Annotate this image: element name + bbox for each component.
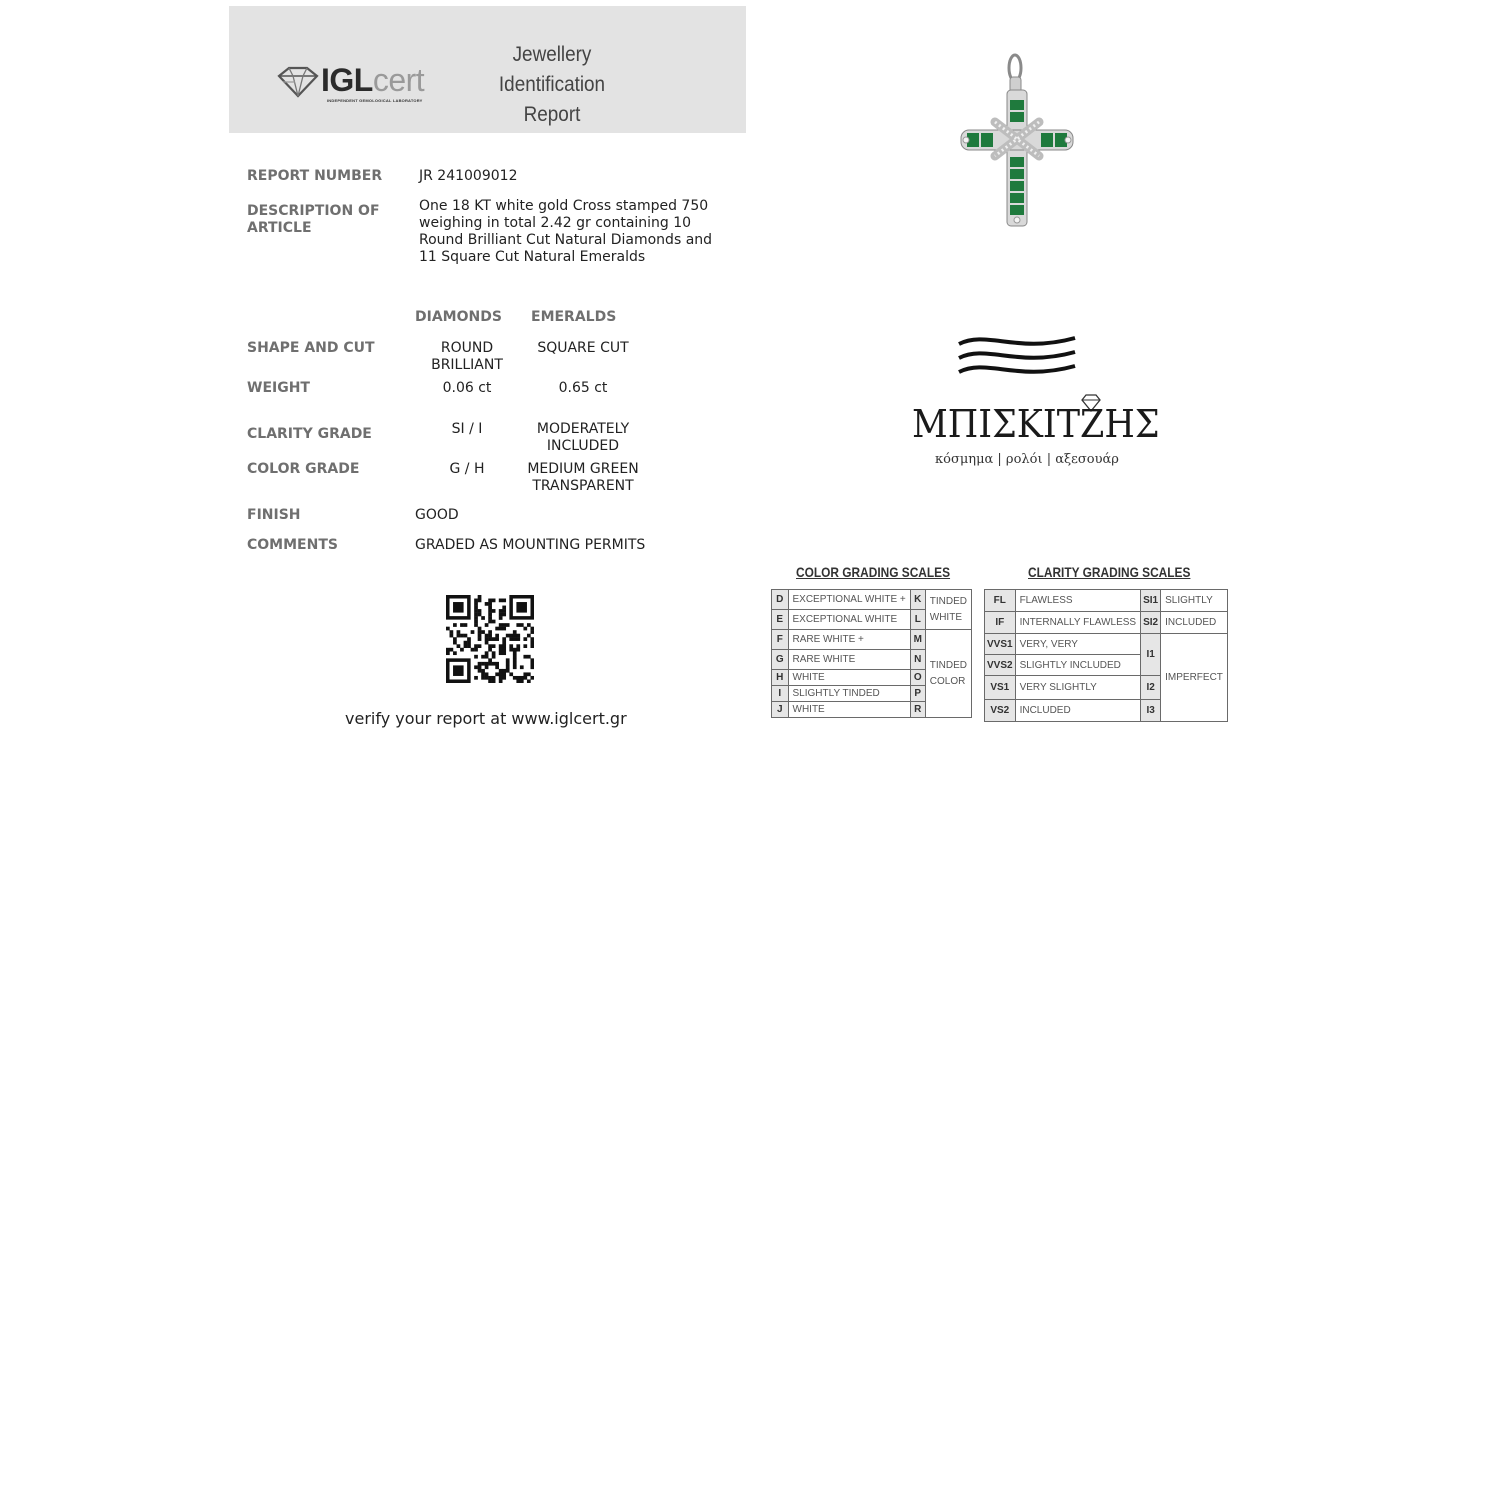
report-title (477, 40, 626, 130)
article-description: One 18 KT white gold Cross stamped 750 weighing in total 2.42 gr containing 10 Round Brilliant Cut Natural Diamonds and 11 Square Cut Natural Emeralds (419, 198, 713, 265)
brand-name: ΜΠΙΣΚΙΤΖΗΣ (912, 402, 1160, 446)
clarity-desc-cell: FLAWLESS (1015, 590, 1141, 612)
brand-logo (905, 330, 1160, 475)
color-grade-cell: F (772, 630, 789, 650)
diamond-weight-value: 0.06 ct (442, 380, 492, 396)
color-scale-title: COLOR GRADING SCALES (796, 564, 951, 580)
verify-link-text[interactable]: verify your report at www.iglcert.gr (345, 709, 627, 728)
color-grade-label: COLOR GRADE (247, 461, 360, 477)
color-grade-cell: I (772, 686, 789, 702)
color-group-tinded-white (925, 590, 971, 630)
clarity-grade-cell: FL (985, 590, 1016, 612)
color-grade-cell: N (910, 650, 925, 670)
color-group-tinded-color (925, 630, 971, 718)
title-line-1: Jewellery (512, 43, 592, 66)
clarity-grading-table (984, 589, 1228, 722)
color-desc-cell: WHITE (788, 702, 910, 718)
clarity-desc-cell: INTERNALLY FLAWLESS (1015, 612, 1141, 634)
logo-bold: IGL (321, 62, 373, 98)
clarity-desc-cell: VERY, VERY (1015, 634, 1141, 655)
comments-label: COMMENTS (247, 537, 338, 553)
report-number: JR 241009012 (419, 168, 518, 184)
waves-icon (957, 332, 1077, 382)
clarity-desc-cell: IMPERFECT (1161, 634, 1228, 722)
clarity-grade-cell: SI2 (1141, 612, 1161, 634)
color-grade-cell: L (910, 610, 925, 630)
clarity-grade-cell: VS1 (985, 676, 1016, 700)
diamond-shape-value (407, 340, 527, 374)
clarity-grade-cell: VVS2 (985, 655, 1016, 676)
color-desc-cell: WHITE (788, 670, 910, 686)
finish-value: GOOD (415, 507, 459, 523)
clarity-grade-cell: I2 (1141, 676, 1161, 700)
emerald-clarity-line-1: MODERATELY (536, 421, 630, 437)
color-desc-cell: RARE WHITE + (788, 630, 910, 650)
color-grade-cell: J (772, 702, 789, 718)
logo-light: cert (372, 62, 425, 98)
diamond-logo-icon (275, 66, 321, 98)
clarity-desc-cell: VERY SLIGHTLY (1015, 676, 1141, 700)
emerald-clarity-value (513, 421, 653, 455)
clarity-desc-cell: SLIGHTLY (1161, 590, 1228, 612)
diamond-clarity-value: SI / I (451, 421, 483, 437)
emerald-color-line-2: TRANSPARENT (532, 478, 634, 494)
color-grade-cell: H (772, 670, 789, 686)
emerald-color-value (513, 461, 653, 495)
clarity-desc-cell: INCLUDED (1161, 612, 1228, 634)
group-line-2: WHITE (929, 611, 962, 623)
clarity-grade-cell: VS2 (985, 700, 1016, 722)
color-grade-cell: E (772, 610, 789, 630)
report-header (229, 6, 746, 133)
description-label-line-1: DESCRIPTION OF (247, 203, 380, 219)
brand-tagline: κόσμημα | ρολόι | αξεσουάρ (935, 452, 1119, 467)
color-desc-cell: SLIGHTLY TINDED (788, 686, 910, 702)
color-grade-cell: K (910, 590, 925, 610)
title-line-3: Report (523, 103, 581, 126)
emerald-clarity-line-2: INCLUDED (546, 438, 620, 454)
clarity-grade-cell: VVS1 (985, 634, 1016, 655)
emerald-shape-value: SQUARE CUT (537, 340, 629, 356)
color-desc-cell: RARE WHITE (788, 650, 910, 670)
igl-logo-text (321, 64, 424, 96)
diamond-color-value: G / H (449, 461, 485, 477)
qr-code-icon[interactable] (446, 595, 534, 683)
finish-label: FINISH (247, 507, 301, 523)
report-number-label: REPORT NUMBER (247, 168, 383, 184)
color-grade-cell: R (910, 702, 925, 718)
weight-label: WEIGHT (247, 380, 310, 396)
group-line-2: COLOR (929, 675, 966, 687)
logo-subtitle: INDEPENDENT GEMOLOGICAL LABORATORY (327, 98, 423, 103)
title-line-2: Identification (498, 73, 606, 96)
diamonds-column-header: DIAMONDS (415, 309, 502, 325)
emerald-weight-value: 0.65 ct (558, 380, 608, 396)
shape-cut-label: SHAPE AND CUT (247, 340, 375, 356)
clarity-desc-cell: INCLUDED (1015, 700, 1141, 722)
clarity-grade-cell: I1 (1141, 634, 1161, 676)
group-line-1: TINDED (929, 595, 967, 607)
color-grade-cell: M (910, 630, 925, 650)
group-line-1: TINDED (929, 659, 967, 671)
clarity-grade-label: CLARITY GRADE (247, 426, 372, 442)
color-grade-cell: O (910, 670, 925, 686)
color-desc-cell: EXCEPTIONAL WHITE (788, 610, 910, 630)
emeralds-column-header: EMERALDS (531, 309, 617, 325)
color-grading-table (771, 589, 972, 718)
clarity-scale-title: CLARITY GRADING SCALES (1028, 564, 1191, 580)
color-grade-cell: P (910, 686, 925, 702)
comments-value: GRADED AS MOUNTING PERMITS (415, 537, 646, 553)
clarity-grade-cell: I3 (1141, 700, 1161, 722)
cross-pendant-image (955, 52, 1080, 232)
emerald-color-line-1: MEDIUM GREEN (527, 461, 639, 477)
color-grade-cell: G (772, 650, 789, 670)
diamond-shape-line-2: BRILLIANT (431, 357, 503, 373)
description-label-line-2: ARTICLE (247, 220, 312, 236)
clarity-grade-cell: SI1 (1141, 590, 1161, 612)
clarity-desc-cell: SLIGHTLY INCLUDED (1015, 655, 1141, 676)
color-grade-cell: D (772, 590, 789, 610)
clarity-grade-cell: IF (985, 612, 1016, 634)
diamond-shape-line-1: ROUND (440, 340, 494, 356)
color-desc-cell: EXCEPTIONAL WHITE + (788, 590, 910, 610)
